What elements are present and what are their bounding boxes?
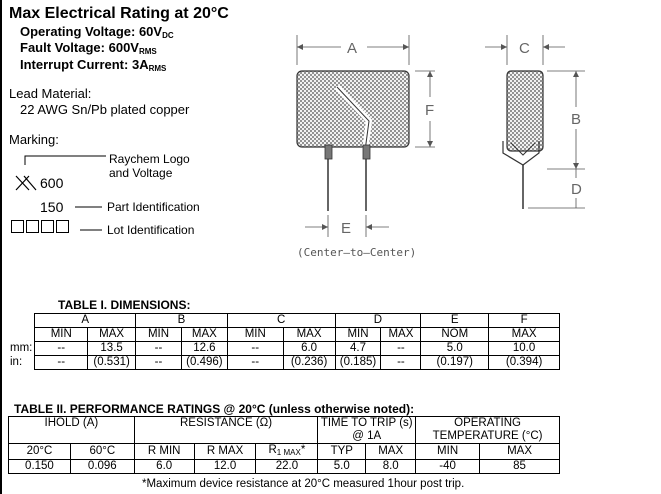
table2-subheader-r1max [256,444,318,460]
lot-boxes [11,218,71,236]
table2-subheader-row [9,444,560,460]
table1-subheader: MIN [35,328,88,342]
dim-f-label: F [425,102,435,119]
table1-group-row [8,314,560,328]
front-view [297,35,435,237]
table2-group-trip: TIME TO TRIP (s) [318,417,416,431]
table-cell: 0.096 [70,460,134,474]
dim-b-label: B [571,111,582,128]
table-cell: 4.7 [335,342,381,356]
r1max-main: R [268,444,277,456]
table-cell: 8.0 [366,460,416,474]
table2-subheader: R MAX [194,444,256,460]
table-cell: 13.5 [88,342,136,356]
table-cell: -- [136,342,182,356]
table2-subheader: TYP [318,444,366,460]
interrupt-current [20,57,166,73]
table1-group-f: F [489,314,560,328]
dim-e-label: E [341,220,352,237]
fault-voltage [20,40,157,56]
marking-label: Marking: [9,132,59,147]
table-cell: -40 [416,460,480,474]
r1max-star: * [300,444,306,456]
dim-a-label: A [347,40,358,57]
side-view [485,35,585,209]
table1-subheader: MAX [381,328,421,342]
marking-logo-line2: and Voltage [109,166,173,180]
lot-box [26,220,39,233]
table1-subheader: MAX [283,328,335,342]
table-cell: (0.394) [489,356,560,370]
lead-material-label: Lead Material: [9,86,92,101]
table-cell: 6.0 [283,342,335,356]
table1-group-d: D [335,314,421,328]
table-row [8,356,560,370]
lead-material-value: 22 AWG Sn/Pb plated copper [20,102,190,117]
fault-voltage-sub: RMS [138,47,157,56]
table2-group-temp-2: TEMPERATURE (°C) [416,430,560,444]
fault-voltage-value: 600V [108,40,139,55]
table2-group-row-2 [9,430,560,444]
page-left-rule [0,0,2,494]
table2-subheader: 60°C [70,444,134,460]
operating-voltage-value: 60V [138,24,163,39]
table-cell: (0.185) [335,356,381,370]
fault-voltage-label: Fault Voltage: [20,40,105,55]
raychem-logo-icon [16,176,36,190]
table1-group-c: C [227,314,335,328]
table1-subheader: MIN [227,328,283,342]
table-cell: 22.0 [256,460,318,474]
dimensions-table [8,313,560,370]
performance-table [8,416,560,474]
table1-subheader-row [8,328,560,342]
interrupt-current-value: 3A [131,57,149,72]
table2-subheader: 20°C [9,444,71,460]
lot-identification-label: Lot Identification [107,223,195,237]
table1-subheader: MAX [181,328,227,342]
table-cell: -- [136,356,182,370]
marking-logo-line1: Raychem Logo [109,152,190,166]
table-cell: 10.0 [489,342,560,356]
table2-subheader: MAX [480,444,560,460]
table2-footnote: *Maximum device resistance at 20°C measured 1hour post trip. [142,478,465,490]
table2-group-ihold: IHOLD (A) [9,417,135,431]
dim-d-label: D [571,181,582,198]
lot-box [41,220,54,233]
part-mark: 150 [40,199,64,215]
part-identification-label: Part Identification [107,200,200,214]
table-cell: 85 [480,460,560,474]
table2-group-temp: OPERATING [416,417,560,431]
table2-subheader: R MIN [134,444,194,460]
operating-voltage [20,24,174,40]
voltage-mark: 600 [40,175,64,191]
table-cell: 0.150 [9,460,71,474]
table1-subheader: MIN [335,328,381,342]
table-cell: (0.496) [181,356,227,370]
table2-group-row [9,417,560,431]
table2-title: TABLE II. PERFORMANCE RATINGS @ 20°C (unless otherwise noted): [14,402,415,416]
table1-group-e: E [421,314,489,328]
table-cell: 12.0 [194,460,256,474]
row-unit: mm: [10,342,33,354]
lot-box [11,220,24,233]
table-cell: (0.531) [88,356,136,370]
table-row [9,460,560,474]
table-cell: (0.197) [421,356,489,370]
row-unit: in: [10,356,23,368]
table1-group-b: B [136,314,228,328]
center-to-center-note: (Center–to–Center) [297,246,417,259]
table-cell: -- [381,342,421,356]
table-cell: -- [227,342,283,356]
table1-subheader: NOM [421,328,489,342]
table-cell: 5.0 [318,460,366,474]
r1max-sub: 1 MAX [276,448,301,457]
table2-subheader: MIN [416,444,480,460]
table1-subheader: MIN [136,328,182,342]
interrupt-current-sub: RMS [148,64,167,73]
table-cell: -- [35,356,88,370]
table1-title: TABLE I. DIMENSIONS: [58,298,191,312]
table-cell: 12.6 [181,342,227,356]
table-cell: 6.0 [134,460,194,474]
table2-group-trip-2: @ 1A [318,430,416,444]
table1-subheader: MAX [88,328,136,342]
operating-voltage-sub: DC [162,31,174,40]
table2-subheader: MAX [366,444,416,460]
table-cell: -- [35,342,88,356]
table2-group-resistance: RESISTANCE (Ω) [134,417,318,431]
operating-voltage-label: Operating Voltage: [20,24,136,39]
table-cell: 5.0 [421,342,489,356]
table1-subheader: MAX [489,328,560,342]
table-cell: (0.236) [283,356,335,370]
device-drawing [285,25,615,270]
table-row [8,342,560,356]
table-cell: -- [227,356,283,370]
lot-box [56,220,69,233]
interrupt-current-label: Interrupt Current: [20,57,129,72]
page-title: Max Electrical Rating at 20°C [9,5,229,22]
table-cell: -- [381,356,421,370]
dim-c-label: C [519,40,530,57]
table1-group-a: A [35,314,136,328]
